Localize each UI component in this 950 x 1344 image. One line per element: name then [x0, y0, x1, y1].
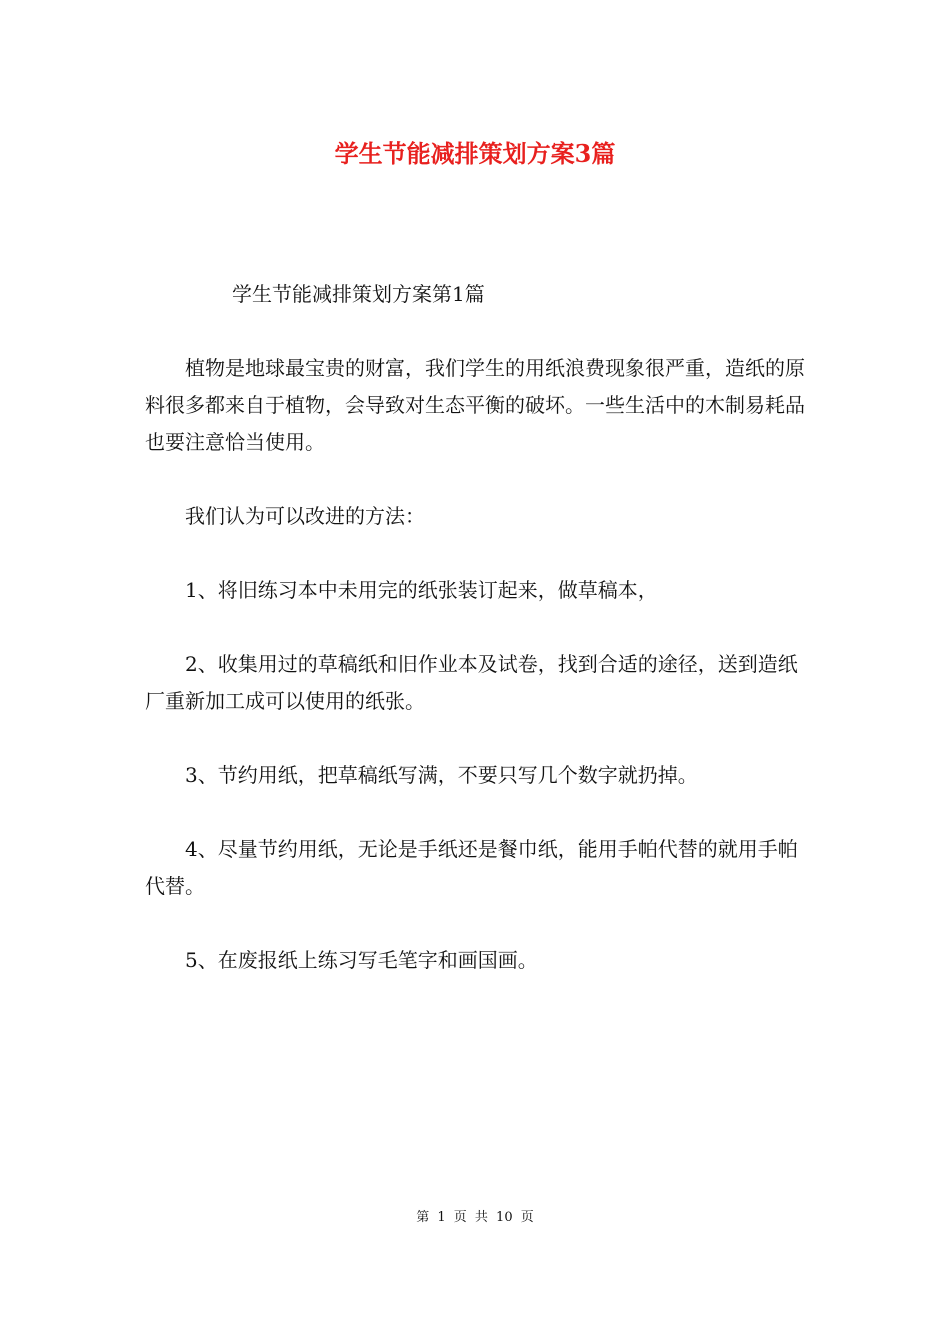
document-title: 学生节能减排策划方案3篇 [334, 139, 616, 168]
paragraph-item-4: 4、尽量节约用纸，无论是手纸还是餐巾纸，能用手帕代替的就用手帕代替。 [145, 837, 798, 898]
section-heading: 学生节能减排策划方案第1篇 [232, 282, 485, 306]
paragraph-item-2: 2、收集用过的草稿纸和旧作业本及试卷，找到合适的途径，送到造纸厂重新加工成可以使用的纸张。 [145, 652, 798, 713]
paragraph-item-3: 3、节约用纸，把草稿纸写满，不要只写几个数字就扔掉。 [185, 763, 698, 787]
paragraph-item-1: 1、将旧练习本中未用完的纸张装订起来，做草稿本， [185, 578, 658, 602]
paragraph-intro: 植物是地球最宝贵的财富，我们学生的用纸浪费现象很严重，造纸的原料很多都来自于植物，会导致对生态平衡的破坏。一些生活中的木制易耗品也要注意恰当使用。 [145, 356, 805, 454]
page-number-footer: 第 1 页 共 10 页 [416, 1210, 534, 1225]
paragraph-methods-heading: 我们认为可以改进的方法： [185, 504, 425, 528]
paragraph-item-5: 5、在废报纸上练习写毛笔字和画国画。 [185, 948, 538, 972]
document-body [145, 350, 807, 979]
